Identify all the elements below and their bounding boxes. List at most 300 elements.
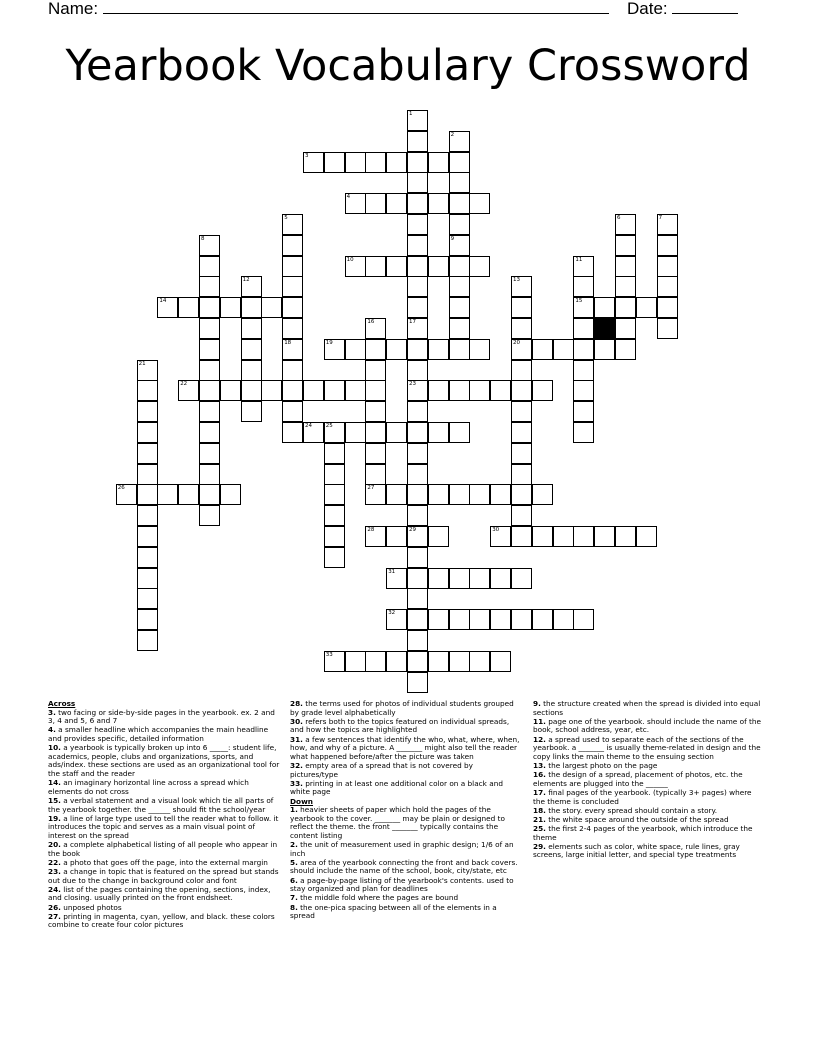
crossword-cell[interactable] — [511, 339, 532, 360]
crossword-cell[interactable] — [365, 193, 386, 214]
crossword-cell[interactable] — [594, 526, 615, 547]
crossword-cell[interactable] — [282, 235, 303, 256]
crossword-cell[interactable] — [511, 609, 532, 630]
crossword-cell[interactable] — [199, 422, 220, 443]
crossword-cell[interactable] — [137, 588, 158, 609]
crossword-cell[interactable] — [199, 464, 220, 485]
crossword-cell[interactable] — [199, 360, 220, 381]
crossword-cell[interactable] — [282, 339, 303, 360]
crossword-cell[interactable] — [199, 505, 220, 526]
crossword-cell[interactable] — [449, 380, 470, 401]
crossword-cell[interactable] — [469, 609, 490, 630]
clue-item-number: 4. — [48, 725, 56, 735]
crossword-cell[interactable] — [137, 526, 158, 547]
crossword-cell[interactable] — [573, 422, 594, 443]
crossword-cell[interactable] — [511, 526, 532, 547]
crossword-cell[interactable] — [428, 568, 449, 589]
clue-item-number: 22. — [48, 857, 61, 867]
clue-number: 12 — [242, 277, 250, 284]
crossword-cell[interactable] — [199, 235, 220, 256]
crossword-cell[interactable] — [116, 484, 137, 505]
clue-item-number: 2. — [290, 840, 298, 850]
crossword-cell[interactable] — [241, 380, 262, 401]
crossword-cell[interactable] — [241, 339, 262, 360]
clue-item — [290, 841, 520, 858]
crossword-cell[interactable] — [241, 276, 262, 297]
crossword-cell[interactable] — [511, 360, 532, 381]
clue-number: 21 — [138, 360, 146, 367]
crossword-cell[interactable] — [282, 380, 303, 401]
crossword-cell[interactable] — [407, 276, 428, 297]
crossword-cell[interactable] — [386, 339, 407, 360]
crossword-cell[interactable] — [241, 318, 262, 339]
crossword-cell[interactable] — [137, 484, 158, 505]
crossword-cell[interactable] — [469, 339, 490, 360]
crossword-cell[interactable] — [137, 568, 158, 589]
crossword-cell[interactable] — [573, 256, 594, 277]
crossword-cell[interactable] — [220, 380, 241, 401]
crossword-cell[interactable] — [449, 318, 470, 339]
crossword-cell[interactable] — [490, 380, 511, 401]
crossword-cell[interactable] — [532, 484, 553, 505]
clue-number: 10 — [346, 256, 354, 263]
crossword-cell[interactable] — [199, 297, 220, 318]
crossword-cell[interactable] — [490, 651, 511, 672]
crossword-cell[interactable] — [386, 609, 407, 630]
crossword-cell[interactable] — [573, 318, 594, 339]
crossword-cell[interactable] — [324, 505, 345, 526]
clue-item-text: the middle fold where the pages are bound — [297, 893, 459, 903]
crossword-cell[interactable] — [324, 339, 345, 360]
crossword-cell[interactable] — [553, 609, 574, 630]
crossword-cell[interactable] — [407, 380, 428, 401]
crossword-cell[interactable] — [324, 464, 345, 485]
crossword-cell[interactable] — [365, 318, 386, 339]
crossword-cell[interactable] — [573, 526, 594, 547]
crossword-cell[interactable] — [636, 526, 657, 547]
clue-item-text: a photo that goes off the page, into the external margin — [60, 857, 268, 867]
crossword-cell[interactable] — [573, 380, 594, 401]
crossword-cell[interactable] — [407, 339, 428, 360]
crossword-cell[interactable] — [407, 401, 428, 422]
crossword-cell[interactable] — [615, 526, 636, 547]
crossword-cell[interactable] — [428, 526, 449, 547]
crossword-cell[interactable] — [428, 152, 449, 173]
crossword-cell[interactable] — [615, 214, 636, 235]
crossword-cell[interactable] — [282, 360, 303, 381]
crossword-cell[interactable] — [365, 339, 386, 360]
crossword-cell[interactable] — [469, 568, 490, 589]
crossword-cell[interactable] — [511, 297, 532, 318]
crossword-cell[interactable] — [657, 235, 678, 256]
crossword-cell[interactable] — [199, 318, 220, 339]
crossword-cell[interactable] — [407, 568, 428, 589]
crossword-cell[interactable] — [199, 276, 220, 297]
crossword-cell[interactable] — [157, 484, 178, 505]
crossword-cell[interactable] — [407, 484, 428, 505]
clue-item-text: a verbal statement and a visual look which tie all parts of the yearbook together. the ______ should fit the school/year — [48, 795, 274, 814]
crossword-cell[interactable] — [449, 256, 470, 277]
crossword-cell[interactable] — [407, 214, 428, 235]
crossword-cell[interactable] — [449, 152, 470, 173]
crossword-cell[interactable] — [178, 380, 199, 401]
crossword-cell[interactable] — [449, 297, 470, 318]
crossword-cell[interactable] — [428, 651, 449, 672]
clue-item-text: final pages of the yearbook. (typically 3+ pages) where the theme is concluded — [533, 787, 752, 806]
clue-item-number: 21. — [533, 814, 546, 824]
clue-item-text: a few sentences that identify the who, what, where, when, how, and why of a picture. A _______ might also tell the reader what happened before/after the picture was taken — [290, 734, 520, 761]
clue-item-number: 20. — [48, 840, 61, 850]
crossword-cell[interactable] — [449, 214, 470, 235]
clue-number: 33 — [325, 651, 333, 658]
crossword-cell[interactable] — [345, 256, 366, 277]
crossword-cell[interactable] — [532, 526, 553, 547]
crossword-cell[interactable] — [428, 339, 449, 360]
crossword-cell[interactable] — [386, 422, 407, 443]
crossword-cell[interactable] — [449, 235, 470, 256]
crossword-cell[interactable] — [137, 630, 158, 651]
crossword-cell[interactable] — [199, 484, 220, 505]
crossword-cell[interactable] — [407, 360, 428, 381]
crossword-cell[interactable] — [199, 443, 220, 464]
clue-item-text: a line of large type used to tell the reader what to follow. it introduces the topic and serves as a main visual point of interest on the spread — [48, 813, 279, 840]
crossword-cell[interactable] — [490, 609, 511, 630]
clue-number: 28 — [367, 527, 375, 533]
crossword-cell[interactable] — [282, 318, 303, 339]
crossword-cell[interactable] — [324, 484, 345, 505]
clue-item-number: 25. — [533, 824, 546, 834]
crossword-cell[interactable] — [324, 651, 345, 672]
clue-number: 4 — [346, 194, 351, 201]
crossword-cell[interactable] — [157, 297, 178, 318]
crossword-cell[interactable] — [199, 401, 220, 422]
crossword-cell[interactable] — [657, 256, 678, 277]
clue-item-text: a page-by-page listing of the yearbook's contents. used to stay organized and plan for deadlines — [290, 875, 514, 894]
crossword-cell[interactable] — [636, 297, 657, 318]
clue-item — [48, 815, 282, 841]
crossword-cell[interactable] — [137, 464, 158, 485]
crossword-cell[interactable] — [428, 193, 449, 214]
clue-number: 24 — [305, 423, 312, 429]
crossword-cell[interactable] — [490, 526, 511, 547]
crossword-cell[interactable] — [220, 484, 241, 505]
crossword-cell[interactable] — [324, 380, 345, 401]
crossword-cell[interactable] — [407, 609, 428, 630]
crossword-cell[interactable] — [407, 152, 428, 173]
clue-item — [48, 797, 282, 814]
crossword-cell[interactable] — [407, 297, 428, 318]
crossword-cell[interactable] — [386, 484, 407, 505]
clue-item-number: 19. — [48, 813, 61, 823]
crossword-cell[interactable] — [365, 422, 386, 443]
crossword-cell[interactable] — [324, 443, 345, 464]
crossword-cell[interactable] — [407, 630, 428, 651]
crossword-cell[interactable] — [511, 422, 532, 443]
clue-item — [48, 709, 282, 726]
crossword-cell[interactable] — [449, 651, 470, 672]
crossword-cell[interactable] — [365, 484, 386, 505]
clue-item-text: the story. every spread should contain a story. — [545, 805, 718, 815]
crossword-cell[interactable] — [345, 193, 366, 214]
crossword-cell[interactable] — [449, 422, 470, 443]
clues-column-1 — [48, 700, 282, 931]
crossword-cell[interactable] — [345, 339, 366, 360]
crossword-cell[interactable] — [241, 360, 262, 381]
crossword-cell[interactable] — [324, 547, 345, 568]
crossword-cell[interactable] — [241, 297, 262, 318]
crossword-cell[interactable] — [573, 297, 594, 318]
clue-item-number: 17. — [533, 787, 546, 797]
crossword-cell[interactable] — [365, 256, 386, 277]
clue-number: 32 — [388, 610, 396, 617]
crossword-cell[interactable] — [199, 339, 220, 360]
crossword-cell[interactable] — [553, 339, 574, 360]
clue-item-number: 16. — [533, 770, 546, 780]
crossword-cell[interactable] — [449, 131, 470, 152]
clue-number: 6 — [617, 215, 621, 221]
crossword-cell[interactable] — [573, 609, 594, 630]
crossword-cell[interactable] — [386, 526, 407, 547]
crossword-cell[interactable] — [407, 318, 428, 339]
crossword-cell[interactable] — [573, 401, 594, 422]
clue-item-number: 5. — [290, 857, 298, 867]
clue-item-number: 24. — [48, 884, 61, 894]
crossword-cell[interactable] — [573, 276, 594, 297]
clue-item-number: 12. — [533, 734, 546, 744]
crossword-cell[interactable] — [386, 568, 407, 589]
crossword-cell[interactable] — [449, 339, 470, 360]
crossword-cell[interactable] — [407, 651, 428, 672]
crossword-cell[interactable] — [303, 422, 324, 443]
crossword-cell[interactable] — [407, 193, 428, 214]
crossword-cell[interactable] — [199, 380, 220, 401]
clue-item-text: a yearbook is typically broken up into 6 _____: student life, academics, people, clubs and organizations, sports, and ads/index. these sections are used as an organizational tool for the staff and the reader — [48, 743, 280, 778]
clue-item-number: 32. — [290, 760, 303, 770]
crossword-cell[interactable] — [428, 256, 449, 277]
crossword-cell[interactable] — [282, 401, 303, 422]
crossword-cell[interactable] — [386, 152, 407, 173]
crossword-cell[interactable] — [407, 110, 428, 131]
clue-item — [533, 789, 765, 806]
crossword-cell[interactable] — [532, 609, 553, 630]
crossword-cell[interactable] — [365, 380, 386, 401]
clue-item — [533, 825, 765, 842]
crossword-cell[interactable] — [573, 360, 594, 381]
crossword-cell[interactable] — [594, 297, 615, 318]
clue-number: 30 — [492, 527, 500, 533]
crossword-cell[interactable] — [594, 339, 615, 360]
crossword-cell[interactable] — [137, 401, 158, 422]
crossword-cell[interactable] — [241, 401, 262, 422]
crossword-cell[interactable] — [407, 464, 428, 485]
crossword-cell[interactable] — [615, 339, 636, 360]
crossword-cell[interactable] — [137, 609, 158, 630]
crossword-cell[interactable] — [407, 526, 428, 547]
crossword-cell[interactable] — [407, 547, 428, 568]
clue-item-text: two facing or side-by-side pages in the yearbook. ex. 2 and 3, 4 and 5, 6 and 7 — [48, 707, 275, 726]
crossword-cell[interactable] — [407, 505, 428, 526]
crossword-cell[interactable] — [365, 360, 386, 381]
crossword-cell[interactable] — [532, 380, 553, 401]
crossword-cell[interactable] — [345, 152, 366, 173]
crossword-cell[interactable] — [365, 526, 386, 547]
crossword-cell[interactable] — [449, 568, 470, 589]
clue-item-text: the design of a spread, placement of photos, etc. the elements are plugged into the ______ — [533, 770, 743, 788]
crossword-cell[interactable] — [407, 672, 428, 693]
crossword-cell[interactable] — [407, 256, 428, 277]
clue-item-number: 7. — [290, 893, 298, 903]
crossword-cell[interactable] — [449, 172, 470, 193]
crossword-cell[interactable] — [407, 172, 428, 193]
crossword-cell[interactable] — [657, 297, 678, 318]
crossword-cell[interactable] — [282, 422, 303, 443]
crossword-cell[interactable] — [345, 380, 366, 401]
crossword-cell[interactable] — [615, 297, 636, 318]
crossword-cell[interactable] — [407, 131, 428, 152]
clue-number: 22 — [180, 381, 188, 388]
crossword-cell[interactable] — [324, 422, 345, 443]
clue-number: 3 — [305, 152, 309, 159]
crossword-cell[interactable] — [137, 422, 158, 443]
crossword-cell[interactable] — [178, 484, 199, 505]
clue-item-text: printing in at least one additional color on a black and white page — [290, 778, 503, 797]
crossword-cell[interactable] — [386, 651, 407, 672]
crossword-cell[interactable] — [615, 235, 636, 256]
crossword-cell[interactable] — [137, 380, 158, 401]
crossword-cell[interactable] — [615, 276, 636, 297]
crossword-cell[interactable] — [407, 588, 428, 609]
crossword-cell[interactable] — [511, 401, 532, 422]
crossword-cell[interactable] — [469, 484, 490, 505]
crossword-cell[interactable] — [532, 339, 553, 360]
crossword-cell[interactable] — [407, 235, 428, 256]
crossword-cell[interactable] — [282, 297, 303, 318]
crossword-cell[interactable] — [511, 318, 532, 339]
crossword-cell[interactable] — [282, 214, 303, 235]
clue-item-text: the first 2-4 pages of the yearbook, which introduce the theme — [533, 824, 753, 842]
clue-number: 17 — [409, 319, 416, 325]
crossword-cell[interactable] — [324, 526, 345, 547]
crossword-cell[interactable] — [178, 297, 199, 318]
crossword-cell[interactable] — [386, 256, 407, 277]
crossword-cell[interactable] — [261, 297, 282, 318]
crossword-cell[interactable] — [449, 484, 470, 505]
crossword-cell[interactable] — [657, 276, 678, 297]
clue-item-text: the structure created when the spread is divided into equal sections — [533, 699, 761, 717]
clue-item-number: 15. — [48, 795, 61, 805]
clue-item — [290, 806, 520, 840]
clue-item-text: a complete alphabetical listing of all people who appear in the book — [48, 840, 278, 858]
crossword-cell[interactable] — [428, 380, 449, 401]
crossword-cell[interactable] — [137, 505, 158, 526]
crossword-cell[interactable] — [407, 443, 428, 464]
crossword-cell[interactable] — [365, 401, 386, 422]
crossword-cell[interactable] — [490, 484, 511, 505]
clue-item-number: 13. — [533, 760, 546, 770]
clue-item-text: area of the yearbook connecting the front and back covers. should include the name of the school, book, city/state, etc — [290, 857, 518, 876]
clue-item-number: 11. — [533, 716, 546, 726]
crossword-cell[interactable] — [303, 380, 324, 401]
clue-item-text: the terms used for photos of individual students grouped by grade level alphabetically — [290, 699, 514, 717]
crossword-cell[interactable] — [469, 380, 490, 401]
crossword-cell[interactable] — [365, 443, 386, 464]
clue-item-text: list of the pages containing the opening, sections, index, and closing. usually printed on the front endsheet. — [48, 884, 271, 903]
clue-item — [290, 762, 520, 779]
crossword-cell[interactable] — [511, 443, 532, 464]
crossword-cell[interactable] — [657, 214, 678, 235]
clue-item-text: refers both to the topics featured on individual spreads, and how the topics are highlighted — [290, 716, 510, 735]
crossword-cell[interactable] — [261, 380, 282, 401]
crossword-cell[interactable] — [324, 152, 345, 173]
crossword-cell[interactable] — [511, 464, 532, 485]
crossword-cell[interactable] — [657, 318, 678, 339]
crossword-cell[interactable] — [511, 276, 532, 297]
crossword-cell[interactable] — [137, 360, 158, 381]
crossword-cell[interactable] — [511, 380, 532, 401]
crossword-cell[interactable] — [282, 256, 303, 277]
clue-item-text: page one of the yearbook. should include the name of the book, school address, year, etc. — [533, 716, 761, 735]
clue-item-text: the one-pica spacing between all of the elements in a spread — [290, 902, 497, 921]
crossword-cell[interactable] — [615, 256, 636, 277]
crossword-cell[interactable] — [511, 505, 532, 526]
crossword-cell[interactable] — [137, 443, 158, 464]
crossword-cell[interactable] — [469, 256, 490, 277]
crossword-cell[interactable] — [469, 651, 490, 672]
clue-item-number: 14. — [48, 778, 61, 788]
crossword-cell[interactable] — [365, 152, 386, 173]
crossword-cell[interactable] — [449, 276, 470, 297]
crossword-cell[interactable] — [282, 276, 303, 297]
down-clue-list — [290, 806, 520, 921]
clue-number: 15 — [575, 298, 583, 305]
black-square — [594, 318, 615, 339]
crossword-cell[interactable] — [553, 526, 574, 547]
crossword-cell[interactable] — [428, 422, 449, 443]
crossword-cell[interactable] — [428, 484, 449, 505]
clue-item — [48, 913, 282, 930]
crossword-cell[interactable] — [365, 464, 386, 485]
crossword-cell[interactable] — [469, 193, 490, 214]
crossword-cell[interactable] — [220, 297, 241, 318]
clue-number: 16 — [367, 319, 375, 325]
crossword-cell[interactable] — [303, 152, 324, 173]
crossword-cell[interactable] — [449, 193, 470, 214]
crossword-cell[interactable] — [137, 547, 158, 568]
crossword-cell[interactable] — [449, 609, 470, 630]
clues-column-3 — [533, 700, 765, 861]
clue-item-text: a smaller headline which accompanies the main headline and provides specific, detailed information — [48, 725, 269, 743]
crossword-cell[interactable] — [490, 568, 511, 589]
crossword-cell[interactable] — [615, 318, 636, 339]
crossword-cell[interactable] — [407, 422, 428, 443]
clue-number: 25 — [325, 423, 333, 429]
crossword-cell[interactable] — [199, 256, 220, 277]
crossword-cell[interactable] — [345, 422, 366, 443]
crossword-cell[interactable] — [511, 484, 532, 505]
crossword-cell[interactable] — [428, 609, 449, 630]
crossword-cell[interactable] — [386, 193, 407, 214]
crossword-cell[interactable] — [511, 568, 532, 589]
clue-item — [290, 780, 520, 797]
clue-item-text: the largest photo on the page — [545, 760, 658, 770]
crossword-cell[interactable] — [345, 651, 366, 672]
crossword-cell[interactable] — [573, 339, 594, 360]
crossword-cell[interactable] — [365, 651, 386, 672]
clue-item-number: 26. — [48, 902, 61, 912]
clue-item-text: the white space around the outside of the spread — [545, 814, 729, 824]
clue-item-number: 27. — [48, 911, 61, 921]
clue-item — [48, 868, 282, 885]
